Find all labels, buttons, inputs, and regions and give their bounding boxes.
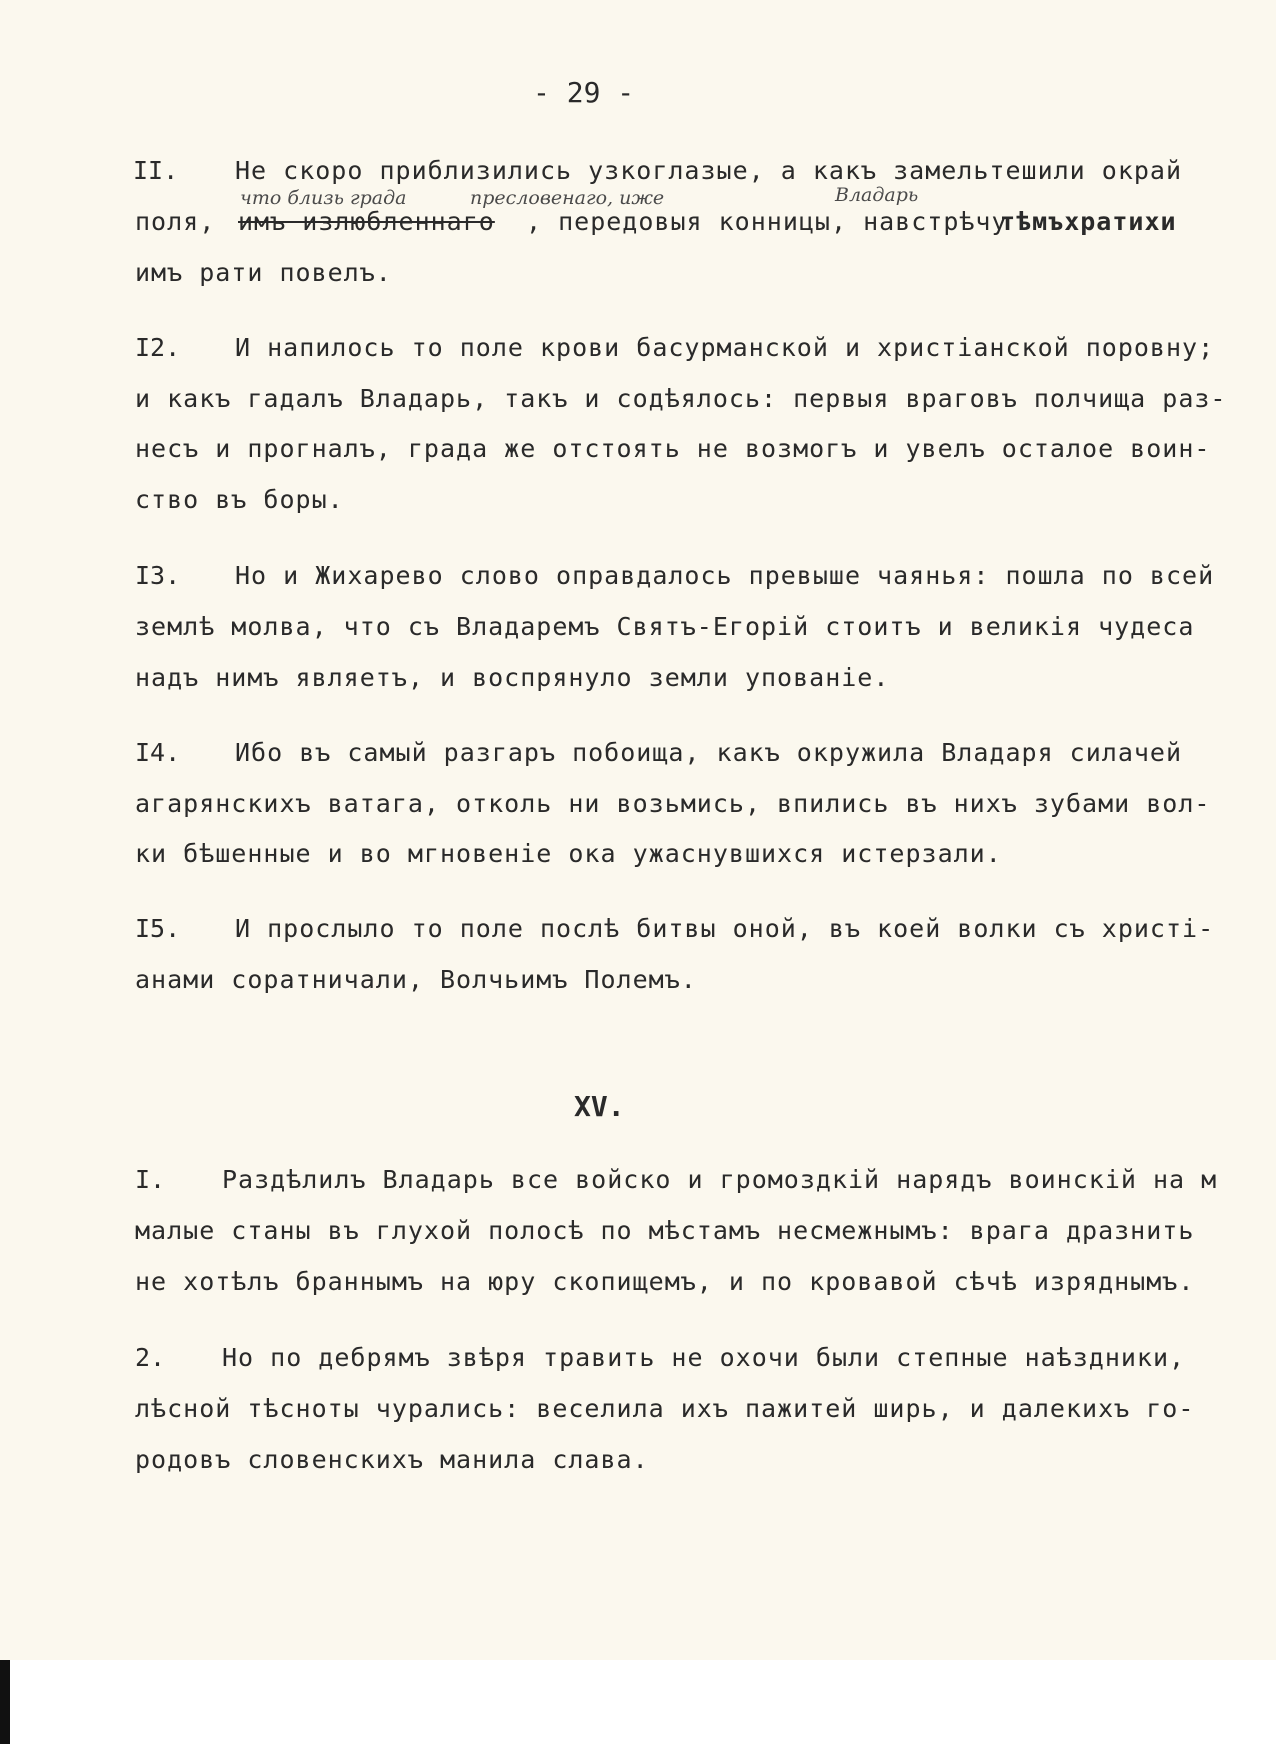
paragraph-line: лѣсной тѣсноты чурались: веселила ихъ пажитей ширь, и далекихъ го- — [135, 1394, 1195, 1423]
paragraph-line: Не скоро приблизились узкоглазые, а какъ замельтешили окрай — [235, 156, 1183, 185]
handwritten-insertion: пресловенаго, иже — [470, 187, 665, 209]
page-number: - 29 - — [533, 76, 635, 109]
struck-text: имъ излюбленнаго — [238, 207, 495, 236]
scan-edge — [0, 1660, 10, 1744]
paragraph-line: поля, — [135, 207, 216, 236]
paragraph-line: землѣ молва, что съ Владаремъ Святъ-Егорій стоитъ и великія чудеса — [135, 612, 1195, 641]
paragraph-line: ство въ боры. — [135, 485, 344, 514]
paragraph-line: не хотѣлъ браннымъ на юру скопищемъ, и по кровавой сѣчѣ изряднымъ. — [135, 1267, 1195, 1296]
paragraph-line: и какъ гадалъ Владарь, такъ и содѣялось: первыя враговъ полчища раз- — [135, 384, 1227, 413]
paragraph-number: I5. — [135, 914, 181, 943]
paragraph-line: несъ и прогналъ, града же отстоять не возмогъ и увелъ осталое воин- — [135, 434, 1211, 463]
paragraph-line: Но и Жихарево слово оправдалось превыше чаянья: пошла по всей — [235, 561, 1215, 590]
paragraph-line: надъ нимъ являетъ, и воспрянуло земли упованіе. — [135, 663, 890, 692]
paragraph-line: Раздѣлилъ Владарь все войско и громоздкій нарядъ воинскій на м — [222, 1165, 1218, 1194]
paragraph-number: II. — [133, 156, 179, 185]
paragraph-number: I. — [135, 1165, 166, 1194]
paragraph-line: ки бѣшенные и во мгновеніе ока ужаснувшихся истерзали. — [135, 839, 1002, 868]
paragraph-number: I3. — [135, 561, 181, 590]
paragraph-line: малые станы въ глухой полосѣ по мѣстамъ несмежнымъ: врага дразнить — [135, 1216, 1195, 1245]
paragraph-number: I2. — [135, 333, 181, 362]
paragraph-line: И напилось то поле крови басурманской и христіанской поровну; — [235, 333, 1215, 362]
section-heading: XV. — [574, 1090, 625, 1123]
paragraph-line: имъ рати повелъ. — [135, 258, 392, 287]
paragraph-line: анами соратничали, Волчьимъ Полемъ. — [135, 965, 697, 994]
paragraph-line: Ибо въ самый разгаръ побоища, какъ окружила Владаря силачей — [235, 738, 1183, 767]
paragraph-line: , передовыя конницы, навстрѣчу — [526, 207, 1008, 236]
paragraph-number: 2. — [135, 1343, 166, 1372]
paragraph-line: родовъ словенскихъ манила слава. — [135, 1445, 649, 1474]
handwritten-insertion: Владарь — [835, 184, 919, 206]
paragraph-number: I4. — [135, 738, 181, 767]
paragraph-line: И прослыло то поле послѣ битвы оной, въ коей волки съ христі- — [235, 914, 1215, 943]
overtyped-text: тѣмъхратихи — [1000, 207, 1177, 236]
paragraph-line: агарянскихъ ватага, отколь ни возьмись, впились въ нихъ зубами вол- — [135, 789, 1211, 818]
handwritten-insertion: что близь града — [240, 187, 407, 209]
paragraph-line: Но по дебрямъ звѣря травить не охочи были степные наѣздники, — [222, 1343, 1186, 1372]
